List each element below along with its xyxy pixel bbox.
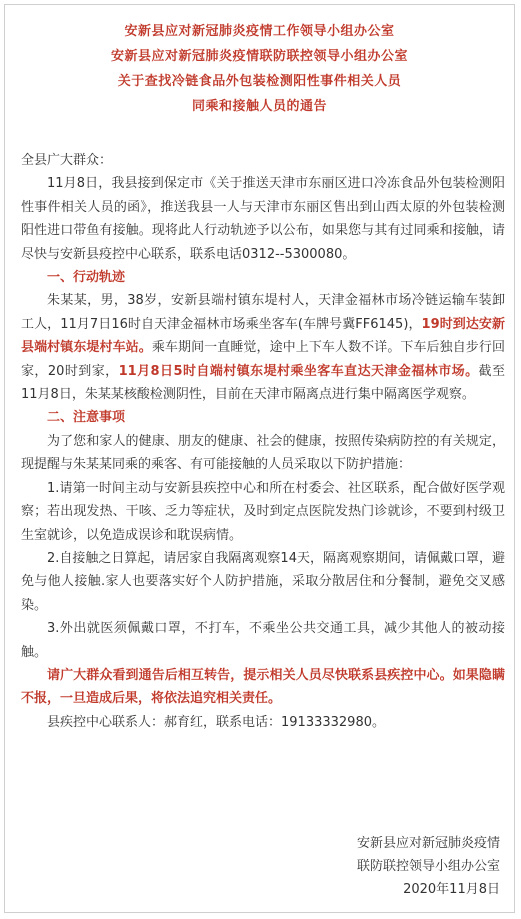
- title-line-1: 安新县应对新冠肺炎疫情工作领导小组办公室: [124, 24, 395, 39]
- notice-body: [21, 149, 505, 734]
- section-title-track: 一、行动轨迹: [47, 270, 126, 286]
- track-text-3: 截至11月8日，朱某某核酸检测阴性，目前在天津市隔离点进行集中隔离医学观察。: [21, 363, 505, 403]
- section-title-notes: 二、注意事项: [47, 410, 126, 426]
- track-text-1: 朱某某，男，38岁，安新县端村镇东堤村人，天津金福林市场冷链运输车装卸工人，11月7日16时自天津金福林市场乘坐客车(车牌号冀FF6145)，: [21, 293, 505, 332]
- track-highlight-arrival: 19时到达安新县端村镇东堤村车站。: [21, 316, 505, 356]
- notes-item-1: 1.请第一时间主动与安新县疾控中心和所在村委会、社区联系，配合做好医学观察；若出现发热、干咳、乏力等症状，及时到定点医院发热门诊就诊，不要到村级卫生室就诊，以免造成误诊和耽误病情。: [21, 480, 505, 543]
- notes-intro: 为了您和家人的健康、朋友的健康、社会的健康，按照传染病防控的有关规定，现提醒与朱某某同乘的乘客、有可能接触的人员采取以下防护措施：: [21, 433, 505, 473]
- notes-item-2: 2.自接触之日算起，请居家自我隔离观察14天，隔离观察期间，请佩戴口罩，避免与他人接触.家人也要落实好个人防护措施，采取分散居住和分餐制，避免交叉感染。: [21, 550, 505, 613]
- title-line-4: 同乘和接触人员的通告: [191, 99, 327, 114]
- notice-frame: [4, 4, 515, 913]
- title-line-3: 关于查找冷链食品外包装检测阳性事件相关人员: [117, 74, 402, 89]
- contact-paragraph: 县疾控中心联系人：郝育红，联系电话：19133332980。: [47, 714, 385, 730]
- warning-paragraph: 请广大群众看到通告后相互转告，提示相关人员尽快联系县疾控中心。如果隐瞒不报，一旦造成后果，将依法追究相关责任。: [21, 667, 505, 707]
- notes-item-3: 3.外出就医须佩戴口罩，不打车，不乘坐公共交通工具，减少其他人的被动接触。: [21, 621, 505, 660]
- signature-block: [357, 832, 500, 901]
- signature-date: 2020年11月8日: [403, 882, 500, 897]
- intro-paragraph: 11月8日，我县接到保定市《关于推送天津市东丽区进口冷冻食品外包装检测阳性事件相关人员的函》，推送我县一人与天津市东丽区售出到山西太原的外包装检测阳性进口带鱼有接触。现将此人行动轨迹予以公布，如果您与其有过同乘和接触，请尽快与安新县疫控中心联系，联系电话0312--5300080。: [21, 176, 505, 262]
- signature-line-1: 安新县应对新冠肺炎疫情: [356, 836, 500, 851]
- notice-title-block: [5, 19, 514, 119]
- track-highlight-departure: 11月8日5时自端村镇东堤村乘坐客车直达天津金福林市场。: [118, 363, 479, 379]
- salutation: 全县广大群众：: [21, 153, 113, 168]
- title-line-2: 安新县应对新冠肺炎疫情联防联控领导小组办公室: [110, 49, 408, 64]
- signature-line-2: 联防联控领导小组办公室: [356, 859, 500, 874]
- track-paragraph: [21, 289, 505, 406]
- track-text-2: 乘车期间一直睡觉，途中上下车人数不详。下车后独自步行回家，20时到家，: [21, 340, 505, 379]
